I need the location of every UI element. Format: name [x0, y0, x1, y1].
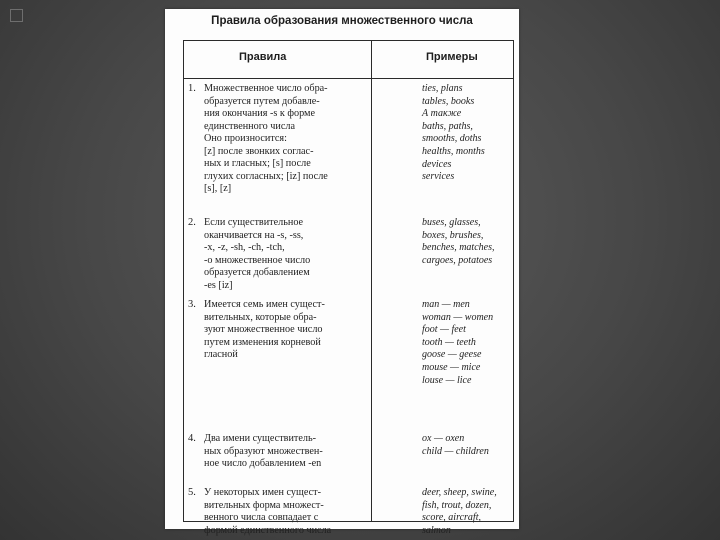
rule-text	[204, 83, 368, 196]
rule-line: гласной	[204, 349, 238, 360]
row-number: 1.	[188, 83, 196, 94]
row-number: 3.	[188, 299, 196, 310]
rule-line: У некоторых имен сущест-	[204, 487, 322, 498]
rule-line: Множественное число обра-	[204, 83, 328, 94]
rule-line: единственного числа	[204, 120, 295, 132]
example-line: fish, trout, dozen,	[422, 499, 492, 511]
rule-line: ния окончания -s к форме	[204, 108, 315, 119]
row-number: 5.	[188, 487, 196, 498]
rule-line: венного числа совпадает с	[204, 512, 319, 523]
example-line: benches, matches,	[422, 242, 495, 254]
rule-line: [s], [z]	[204, 183, 232, 194]
rule-line: ных образуют множествен-	[204, 445, 323, 457]
rule-line: вительных форма множест-	[204, 499, 324, 511]
example-line: cargoes, potatoes	[422, 254, 493, 266]
example-line: buses, glasses,	[422, 217, 481, 228]
rule-line: -x, -z, -sh, -ch, -tch,	[204, 242, 285, 253]
rule-line: Оно произносится:	[204, 133, 287, 144]
header-examples: Примеры	[426, 51, 478, 63]
column-divider	[371, 41, 372, 521]
rule-line: образуется путем добавле-	[204, 95, 320, 107]
example-line: ox — oxen	[422, 433, 465, 444]
rule-line: -es [iz]	[204, 279, 233, 291]
rule-line: оканчивается на -s, -ss,	[204, 229, 304, 241]
rule-line: -o множественное число	[204, 254, 311, 266]
rule-line: формой единственного числа	[204, 524, 332, 536]
example-line: man — men	[422, 299, 470, 310]
example-line: deer, sheep, swine,	[422, 487, 497, 498]
example-line: louse — lice	[422, 374, 472, 386]
rule-text	[204, 299, 368, 362]
example-line: tooth — teeth	[422, 336, 476, 348]
example-line: smooths, doths	[422, 133, 482, 145]
example-text	[422, 83, 522, 184]
example-line: services	[422, 171, 455, 183]
example-line: woman — women	[422, 311, 494, 323]
rule-line: вительных, которые обра-	[204, 311, 317, 323]
rule-line: зуют множественное число	[204, 324, 323, 335]
rule-line: путем изменения корневой	[204, 336, 321, 348]
example-line: tables, books	[422, 95, 475, 107]
example-line: boxes, brushes,	[422, 229, 484, 241]
rule-line: ное число добавлением -en	[204, 458, 322, 469]
example-line: ties, plans	[422, 83, 463, 94]
example-line: mouse — mice	[422, 361, 481, 373]
example-line: foot — feet	[422, 324, 466, 336]
rule-text	[204, 433, 368, 471]
row-number: 2.	[188, 217, 196, 228]
rule-line: Два имени существитель-	[204, 433, 316, 444]
example-line: goose — geese	[422, 349, 482, 361]
rules-table	[183, 40, 514, 536]
example-text	[422, 299, 522, 387]
page-title: Правила образования множественного числа	[211, 15, 473, 27]
rule-line: Если существительное	[204, 217, 304, 228]
example-text	[422, 217, 522, 267]
rule-text	[204, 487, 368, 537]
rule-line: образуется добавлением	[204, 267, 310, 278]
header-rules: Правила	[239, 51, 287, 63]
header-divider	[184, 78, 513, 79]
slide-corner-marker	[10, 9, 23, 22]
document-page	[165, 9, 519, 536]
example-line: devices	[422, 158, 452, 170]
example-line: А также	[422, 108, 462, 120]
rule-line: [z] после звонких соглас-	[204, 145, 314, 157]
rule-line: Имеется семь имен сущест-	[204, 299, 325, 310]
example-text	[422, 487, 522, 537]
rule-line: ных и гласных; [s] после	[204, 158, 311, 169]
rule-text	[204, 217, 368, 292]
example-line: child — children	[422, 445, 489, 457]
rule-line: глухих согласных; [iz] после	[204, 170, 328, 182]
example-line: healths, months	[422, 145, 485, 157]
example-text	[422, 433, 522, 458]
row-number: 4.	[188, 433, 196, 444]
example-line: salmon	[422, 524, 451, 536]
example-line: baths, paths,	[422, 120, 473, 132]
example-line: score, aircraft,	[422, 512, 481, 524]
